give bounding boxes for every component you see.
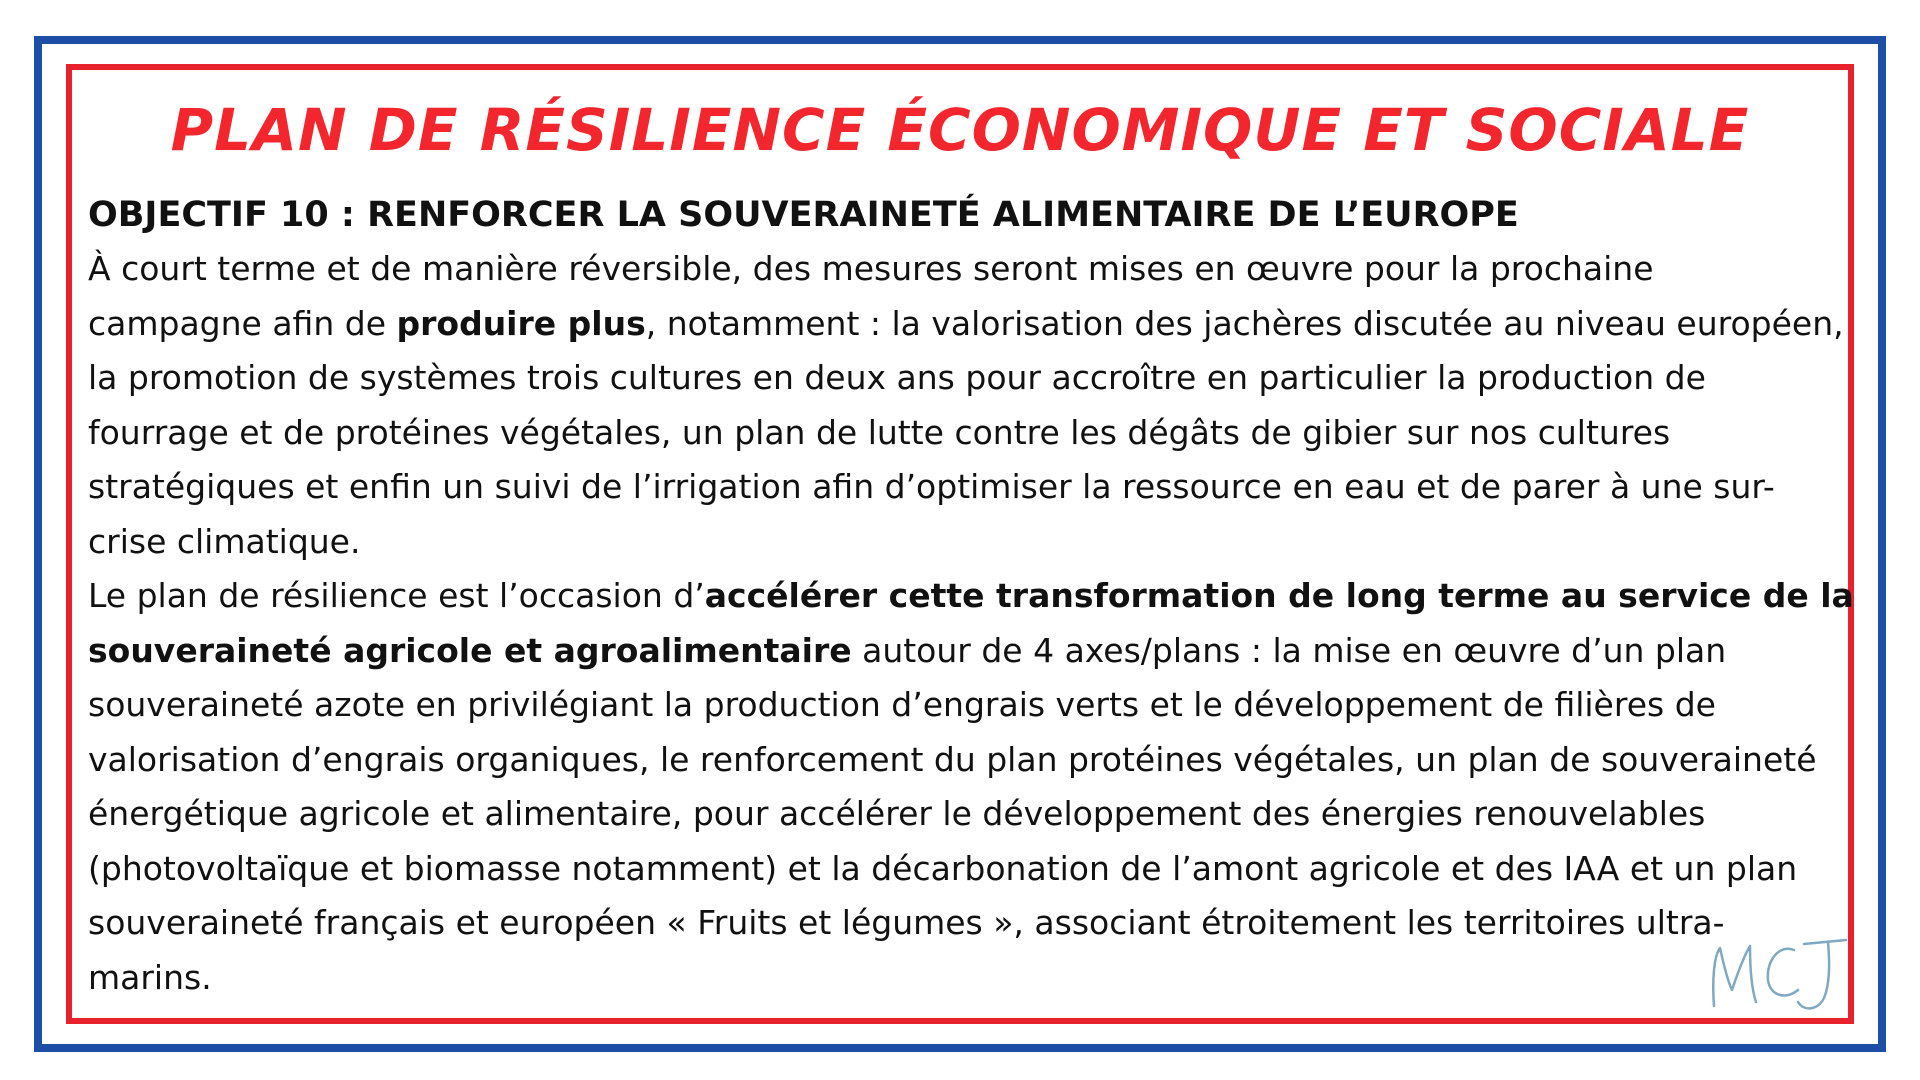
text-line xyxy=(88,624,1858,679)
text-line: souveraineté azote en privilégiant la production d’engrais verts et le développement de filières de xyxy=(88,685,1716,724)
text-line: énergétique agricole et alimentaire, pour accélérer le développement des énergies renouvelables xyxy=(88,794,1706,833)
text-line: marins. xyxy=(88,957,212,997)
text-line: fourrage et de protéines végétales, un plan de lutte contre les dégâts de gibier sur nos cultures xyxy=(88,412,1671,452)
text-line: stratégiques et enfin un suivi de l’irrigation afin d’optimiser la ressource en eau et de parer à une sur- xyxy=(88,467,1775,506)
text-line xyxy=(88,297,1858,352)
text-line xyxy=(88,569,1858,624)
text-segment: autour de 4 axes/plans : la mise en œuvre d’un plan xyxy=(851,630,1727,670)
signature-mark xyxy=(1700,920,1860,1020)
text-segment: , notamment : la valorisation des jachères discutée au niveau européen, xyxy=(645,303,1844,343)
objective-heading: OBJECTIF 10 : RENFORCER LA SOUVERAINETÉ ALIMENTAIRE DE L’EUROPE xyxy=(88,195,1519,235)
text-segment: Le plan de résilience est l’occasion d’ xyxy=(88,576,705,615)
bold-segment: produire plus xyxy=(396,303,646,343)
text-segment: campagne afin de xyxy=(88,303,397,343)
page-title: PLAN DE RÉSILIENCE ÉCONOMIQUE ET SOCIALE xyxy=(170,96,1750,164)
paragraph-short-term xyxy=(88,242,1858,569)
bold-segment: accélérer cette transformation de long terme au service de la xyxy=(704,576,1854,615)
text-line: souveraineté français et européen « Fruits et légumes », associant étroitement les territoires ultra- xyxy=(88,903,1725,942)
bold-segment: souveraineté agricole et agroalimentaire xyxy=(88,630,852,670)
document-body xyxy=(88,188,1858,1005)
paragraph-long-term xyxy=(88,569,1858,1005)
text-line: À court terme et de manière réversible, des mesures seront mises en œuvre pour la prochaine xyxy=(88,249,1654,288)
text-line: (photovoltaïque et biomasse notamment) et la décarbonation de l’amont agricole et des IAA et un plan xyxy=(88,848,1798,888)
text-line: crise climatique. xyxy=(88,521,361,561)
text-line: la promotion de systèmes trois cultures en deux ans pour accroître en particulier la production de xyxy=(88,358,1706,397)
text-line: valorisation d’engrais organiques, le renforcement du plan protéines végétales, un plan de souveraineté xyxy=(88,739,1817,779)
